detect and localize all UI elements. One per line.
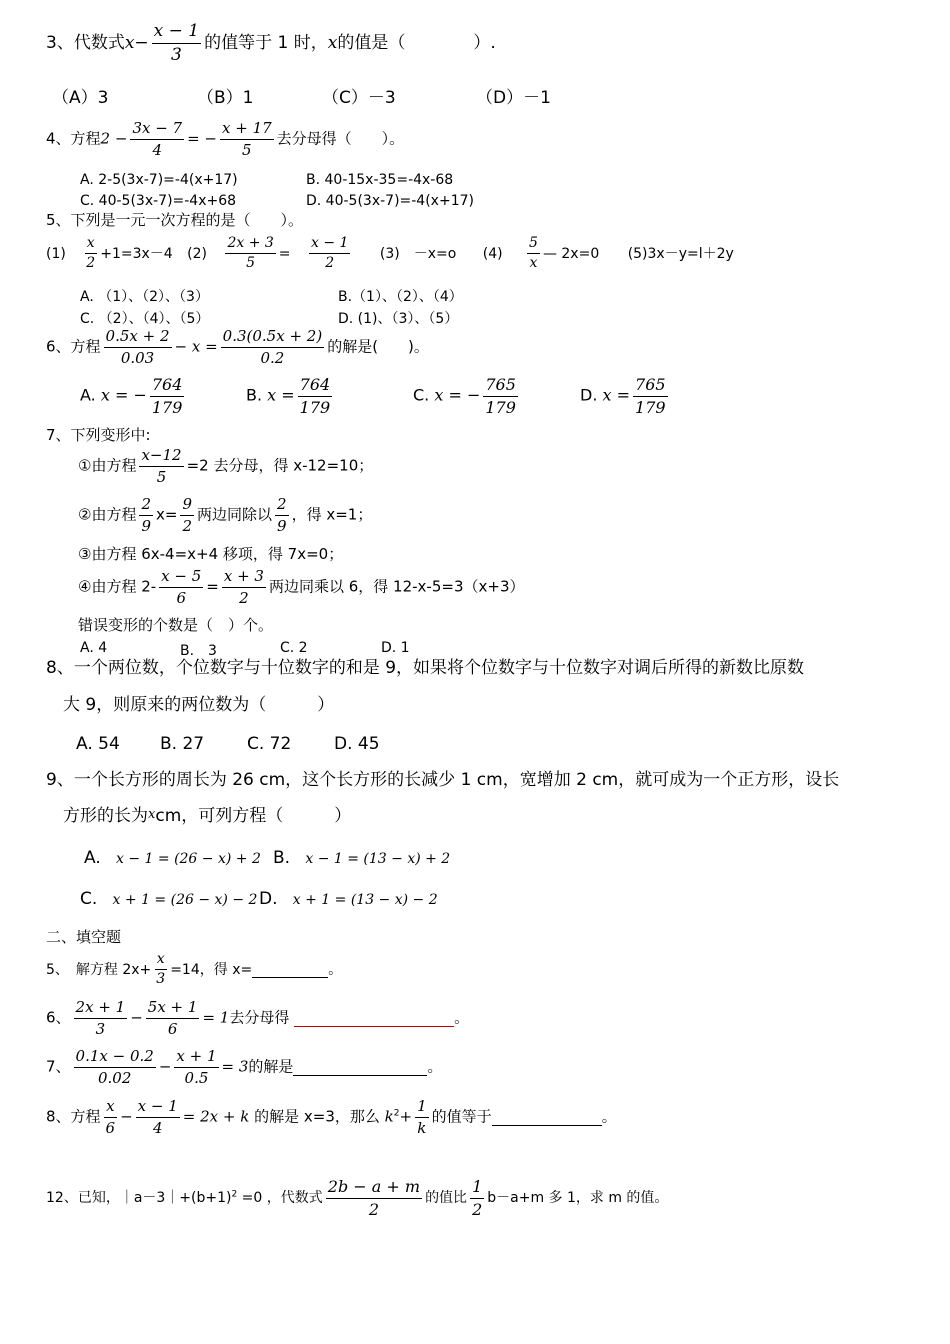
q7-option-c: C. 2 — [280, 640, 308, 656]
q8-option-b: B. 27 — [160, 734, 205, 754]
q12-stem: 12、已知，$|a-3|+(b+1)^2 =0$ ，代数式 $\frac{2b - a + m}{2}$ 的值比 $\frac{1}{2}$ b－a+m 多 1，求 m 的值。 — [46, 1177, 669, 1219]
q5-e2-fraction-1: $\frac{2x + 3}{5}$ — [227, 235, 274, 272]
q4-stem: 4、方程2 − $\frac{3x - 7}{4}$ = − $\frac{x + 17}{5}$ 去分母得（ ）。 — [46, 119, 405, 159]
fill-q5: 5、 解方程 2x+ $\frac{x}{3}$ =14，得 x= 。 — [46, 951, 343, 988]
fill-q7: 7、 $\frac{0.1x - 0.2}{0.02}$ − $\frac{x + 1}{0.5}$ = 3的解是 。 — [46, 1047, 443, 1087]
q8-option-a: A. 54 — [76, 734, 120, 754]
q8-option-d: D. 45 — [334, 734, 380, 754]
fill-q8-fraction-3: $\frac{1}{k}$ — [417, 1097, 427, 1137]
q5-e1-fraction: $\frac{x}{2}$ — [86, 235, 96, 272]
q6-fraction-2: $\frac{0.3(0.5x + 2)}{0.2}$ — [222, 327, 323, 367]
q7-s4-fraction-2: $\frac{x + 3}{2}$ — [223, 567, 264, 607]
q12-fraction-2: $\frac{1}{2}$ — [472, 1177, 483, 1219]
q7-s2-fraction-2: $\frac{9}{2}$ — [182, 495, 192, 535]
fill-q7-fraction-1: $\frac{0.1x - 0.2}{0.02}$ — [75, 1047, 154, 1087]
q3-stem: 3、代数式x− $\frac{x - 1}{3}$ 的值等于 1 时，x的值是（ ）. — [46, 21, 496, 65]
fill-q8-fraction-2: $\frac{x - 1}{4}$ — [137, 1097, 178, 1137]
q6-option-b: B. x = $\frac{764}{179}$ — [246, 375, 331, 417]
q7-option-a: A. 4 — [80, 640, 108, 656]
fill-q6-fraction-2: $\frac{5x + 1}{6}$ — [147, 998, 198, 1038]
q6-option-b-fraction: $\frac{764}{179}$ — [299, 375, 331, 417]
q9-option-b: B. x − 1 = (13 − x) + 2 — [273, 848, 451, 868]
q12-fraction-1: $\frac{2b - a + m}{2}$ — [327, 1177, 421, 1219]
fill-q6-fraction-1: $\frac{2x + 1}{3}$ — [75, 998, 126, 1038]
q3-fraction: $\frac{x - 1}{3}$ — [153, 21, 200, 65]
fill-q5-fraction: $\frac{x}{3}$ — [156, 951, 166, 988]
fill-q5-blank[interactable] — [252, 963, 328, 978]
q7-s2-fraction-1: $\frac{2}{9}$ — [141, 495, 151, 535]
q7-s4-fraction-1: $\frac{x - 5}{6}$ — [161, 567, 202, 607]
q5-e2-fraction-2: $\frac{x - 1}{2}$ — [310, 235, 349, 272]
q7-statement-2: ②由方程 $\frac{2}{9}$ x= $\frac{9}{2}$ 两边同除以 $\frac{2}{9}$ ，得 x=1； — [78, 495, 373, 535]
q7-option-b: B. 3 — [180, 643, 217, 659]
q9-option-d: D. x + 1 = (13 − x) − 2 — [259, 889, 438, 909]
section-2-title: 二、填空题 — [46, 928, 122, 946]
q5-option-a: A. （1）、（2）、（3） — [80, 289, 209, 305]
q4-option-b: B. 40-15x-35=-4x-68 — [306, 172, 454, 188]
q7-s2-fraction-3: $\frac{2}{9}$ — [277, 495, 287, 535]
q7-statement-3: ③由方程 6x-4=x+4 移项，得 7x=0； — [78, 545, 344, 563]
q5-title: 5、下列是一元一次方程的是（ ）。 — [46, 211, 304, 229]
q9-option-a: A. x − 1 = (26 − x) + 2 — [84, 848, 261, 868]
q8-line-1: 8、一个两位数，个位数字与十位数字的和是 9，如果将个位数字与十位数字对调后所得的新数比原数 — [46, 658, 805, 678]
q5-option-d: D. (1)、（3）、（5） — [338, 311, 459, 327]
q3-option-d: （D）－1 — [476, 88, 551, 108]
q6-option-a: A. x = − $\frac{764}{179}$ — [80, 375, 183, 417]
q7-statement-4: ④由方程 2- $\frac{x - 5}{6}$ = $\frac{x + 3}{2}$ 两边同乘以 6，得 12-x-5=3（x+3） — [78, 567, 525, 607]
q5-e4-fraction: $\frac{5}{x}$ — [529, 235, 538, 272]
fill-q8: 8、方程 $\frac{x}{6}$ − $\frac{x - 1}{4}$ = 2x + k 的解是 x=3，那么 $k^2+$ $\frac{1}{k}$ 的值等于 。 — [46, 1097, 617, 1137]
fill-q8-fraction-1: $\frac{x}{6}$ — [105, 1097, 116, 1137]
q7-option-d: D. 1 — [381, 640, 410, 656]
q6-option-c: C. x = − $\frac{765}{179}$ — [413, 375, 516, 417]
q5-equations: (1) $\frac{x}{2}$ +1=3x－4 (2) $\frac{2x + 3}{5}$ = $\frac{x - 1}{2}$ (3) －x=o (4) $\frac{5}{x}$ — 2x=0 (5)3x－y=l＋2y — [46, 235, 734, 272]
q6-option-a-fraction: $\frac{764}{179}$ — [151, 375, 183, 417]
q6-option-d-fraction: $\frac{765}{179}$ — [635, 375, 666, 417]
q7-question: 错误变形的个数是（ ）个。 — [78, 616, 274, 634]
q4-option-c: C. 40-5(3x-7)=-4x+68 — [80, 193, 237, 209]
q4-fraction-2: $\frac{x + 17}{5}$ — [222, 119, 272, 159]
q7-title: 7、下列变形中: — [46, 426, 151, 444]
q9-line-1: 9、一个长方形的周长为 26 cm，这个长方形的长减少 1 cm，宽增加 2 cm，就可成为一个正方形，设长 — [46, 770, 840, 790]
fill-q6: 6、 $\frac{2x + 1}{3}$ − $\frac{5x + 1}{6}$ = 1去分母得 。 — [46, 998, 470, 1038]
fill-q7-blank[interactable] — [293, 1060, 427, 1076]
fill-q6-blank[interactable] — [294, 1011, 454, 1027]
q9-line-2: 方形的长为xcm，可列方程（ ） — [63, 806, 352, 826]
q6-option-d: D. x = $\frac{765}{179}$ — [580, 375, 666, 417]
fill-q8-blank[interactable] — [492, 1110, 602, 1126]
q6-fraction-1: $\frac{0.5x + 2}{0.03}$ — [105, 327, 170, 367]
q3-option-c: （C）－3 — [322, 88, 396, 108]
q4-option-a: A. 2-5(3x-7)=-4(x+17) — [80, 172, 238, 188]
q8-option-c: C. 72 — [247, 734, 292, 754]
q3-option-b: （B）1 — [197, 88, 254, 108]
q5-option-b: B.（1）、（2）、（4） — [338, 289, 463, 305]
fill-q7-fraction-2: $\frac{x + 1}{0.5}$ — [176, 1047, 217, 1087]
q4-option-d: D. 40-5(3x-7)=-4(x+17) — [306, 193, 474, 209]
q5-option-c: C. （2）、（4）、（5） — [80, 311, 210, 327]
q8-line-2: 大 9，则原来的两位数为（ ） — [63, 695, 335, 715]
q7-statement-1: ①由方程 $\frac{x-12}{5}$ =2 去分母，得 x-12=10； — [78, 446, 374, 486]
q6-stem: 6、方程 $\frac{0.5x + 2}{0.03}$ − x = $\frac{0.3(0.5x + 2)}{0.2}$ 的解是( )。 — [46, 327, 429, 367]
q6-option-c-fraction: $\frac{765}{179}$ — [485, 375, 516, 417]
q7-s1-fraction: $\frac{x-12}{5}$ — [141, 446, 182, 486]
q4-fraction-1: $\frac{3x - 7}{4}$ — [132, 119, 183, 159]
q3-option-a: （A）3 — [52, 88, 109, 108]
q9-option-c: C. x + 1 = (26 − x) − 2 — [80, 889, 258, 909]
